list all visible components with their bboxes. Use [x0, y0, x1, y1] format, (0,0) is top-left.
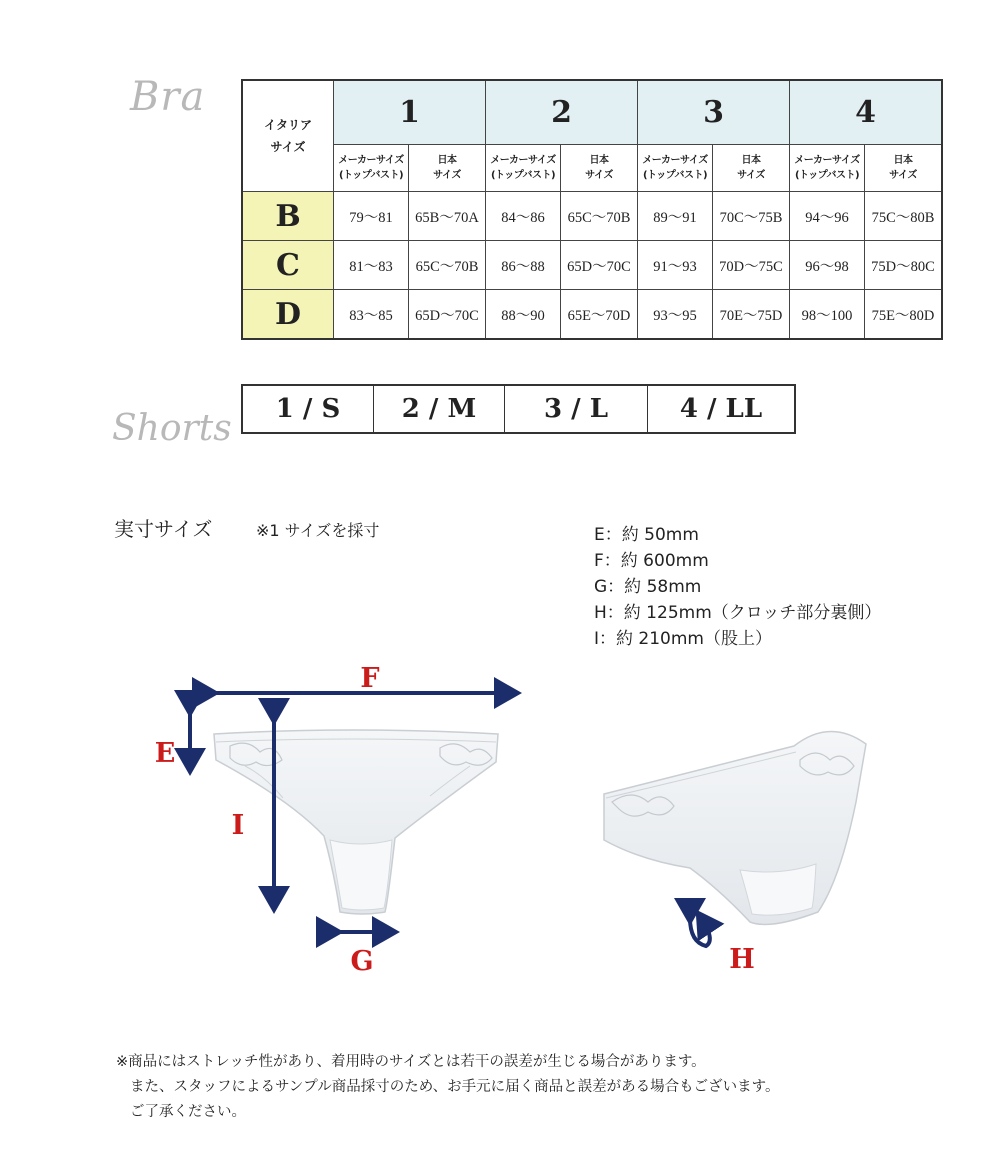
maker-size-subheader — [334, 144, 409, 191]
table-row — [242, 192, 942, 241]
japan-size-line2: サイズ — [585, 169, 613, 181]
label-f: F — [360, 663, 380, 694]
japan-size-line1: 日本 — [893, 154, 913, 166]
cell: 84～86 — [486, 192, 561, 241]
japan-size-subheader — [561, 144, 638, 191]
shorts-back-image — [604, 731, 866, 924]
japan-size-line2: サイズ — [433, 169, 461, 181]
maker-size-line2: (トップバスト) — [642, 169, 708, 181]
bra-size-table — [241, 79, 943, 340]
cell: 81～83 — [334, 241, 409, 290]
cell: 65C～70B — [561, 192, 638, 241]
shorts-size-cell: 4 / LL — [648, 385, 796, 433]
maker-size-subheader — [486, 144, 561, 191]
footnote-1: ※商品にはストレッチ性があり、着用時のサイズとは若干の誤差が生じる場合があります。 — [116, 1054, 706, 1070]
maker-size-subheader — [638, 144, 713, 191]
label-g: G — [350, 946, 374, 977]
japan-size-subheader — [713, 144, 790, 191]
shorts-label: Shorts — [112, 408, 232, 449]
measurement-i: I：約 210mm（股上） — [594, 629, 772, 649]
maker-size-line1: メーカーサイズ — [794, 154, 860, 166]
cell: 86～88 — [486, 241, 561, 290]
table-row — [242, 241, 942, 290]
arrow-h — [690, 916, 710, 946]
cell: 75E～80D — [865, 290, 943, 340]
measurement-diagram — [0, 650, 1000, 990]
japan-size-subheader — [409, 144, 486, 191]
shorts-size-cell: 1 / S — [242, 385, 374, 433]
cell: 83～85 — [334, 290, 409, 340]
size-header-3: 3 — [638, 80, 790, 144]
italy-size-header — [242, 80, 334, 192]
cell: 98～100 — [790, 290, 865, 340]
shorts-size-table — [241, 384, 796, 434]
label-h: H — [729, 944, 755, 975]
cell: 65D～70C — [561, 241, 638, 290]
italy-size-header-line1: イタリア — [263, 118, 312, 132]
maker-size-line1: メーカーサイズ — [490, 154, 556, 166]
cell: 91～93 — [638, 241, 713, 290]
cell: 88～90 — [486, 290, 561, 340]
japan-size-subheader — [865, 144, 943, 191]
label-i: I — [231, 810, 245, 841]
table-row — [242, 290, 942, 340]
cell: 93～95 — [638, 290, 713, 340]
maker-size-line2: (トップバスト) — [490, 169, 556, 181]
size-header-2: 2 — [486, 80, 638, 144]
maker-size-subheader — [790, 144, 865, 191]
size-header-4: 4 — [790, 80, 943, 144]
shorts-size-cell: 3 / L — [505, 385, 648, 433]
measurement-f: F：約 600mm — [594, 551, 709, 571]
japan-size-line2: サイズ — [889, 169, 917, 181]
cell: 65C～70B — [409, 241, 486, 290]
actual-size-title: 実寸サイズ — [114, 517, 213, 541]
japan-size-line1: 日本 — [589, 154, 609, 166]
shorts-size-cell: 2 / M — [374, 385, 505, 433]
cell: 94～96 — [790, 192, 865, 241]
label-e: E — [154, 738, 176, 769]
italy-size-header-line2: サイズ — [270, 140, 306, 154]
cell: 70C～75B — [713, 192, 790, 241]
cell: 70D～75C — [713, 241, 790, 290]
cell: 65B～70A — [409, 192, 486, 241]
bra-label: Bra — [130, 74, 206, 120]
actual-size-note: ※1 サイズを採寸 — [256, 521, 380, 540]
footnote-3: ご了承ください。 — [130, 1104, 246, 1120]
cell: 75C～80B — [865, 192, 943, 241]
cell: 70E～75D — [713, 290, 790, 340]
cup-b: B — [242, 192, 334, 241]
cup-c: C — [242, 241, 334, 290]
cell: 75D～80C — [865, 241, 943, 290]
measurement-e: E：約 50mm — [594, 525, 699, 545]
cell: 96～98 — [790, 241, 865, 290]
maker-size-line2: (トップバスト) — [794, 169, 860, 181]
maker-size-line1: メーカーサイズ — [338, 154, 404, 166]
cell: 65E～70D — [561, 290, 638, 340]
cell: 65D～70C — [409, 290, 486, 340]
japan-size-line1: 日本 — [437, 154, 457, 166]
cup-d: D — [242, 290, 334, 340]
measurement-h: H：約 125mm（クロッチ部分裏側） — [594, 603, 882, 623]
cell: 89～91 — [638, 192, 713, 241]
measurement-g: G：約 58mm — [594, 577, 702, 597]
japan-size-line2: サイズ — [737, 169, 765, 181]
footnote-2: また、スタッフによるサンプル商品採寸のため、お手元に届く商品と誤差がある場合もございます。 — [130, 1079, 780, 1095]
cell: 79～81 — [334, 192, 409, 241]
japan-size-line1: 日本 — [741, 154, 761, 166]
size-header-1: 1 — [334, 80, 486, 144]
maker-size-line1: メーカーサイズ — [642, 154, 708, 166]
table-row — [242, 385, 795, 433]
shorts-front-image — [214, 730, 498, 914]
maker-size-line2: (トップバスト) — [338, 169, 404, 181]
